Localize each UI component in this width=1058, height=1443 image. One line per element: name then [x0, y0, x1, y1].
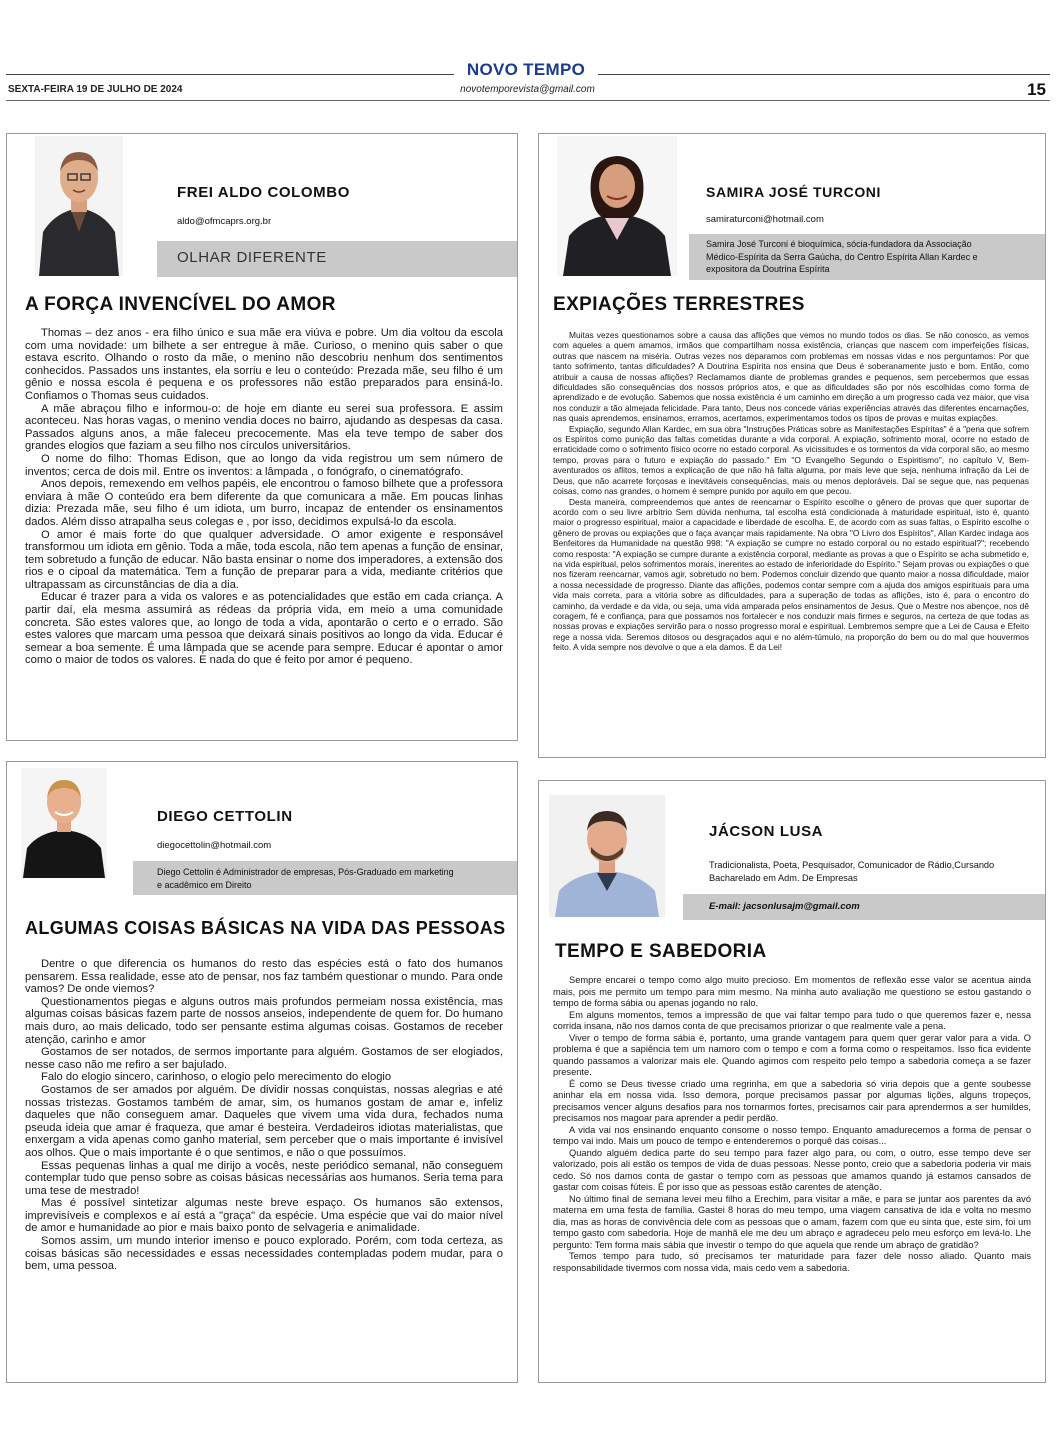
paragraph: O nome do filho: Thomas Edison, que ao longo da vida registrou um sem número de inventos; cerca de dois mil. Entre os inventos: a lâmpada , o fonógrafo, o cinematógrafo.	[25, 452, 503, 478]
author-photo-samira	[557, 136, 677, 276]
paragraph: Educar é trazer para a vida os valores e as potencialidades que estão em cada criança. A partir daí, ela mesma assumirá as rédeas da própria vida, em meio a uma comunidade concreta. São estes valores que, ao longo de toda a vida, apontarão o certo e o errado. São estes valores que marcam uma pessoa que deixará sinais positivos ao longo da vida. Educar é semear a boa semente. É uma lâmpada que se acende para sempre. Educar é apontar o amor como o maior de todos os valores. E nada do que é feito por amor é pequeno.	[25, 591, 503, 667]
newspaper-title: NOVO TEMPO	[466, 60, 586, 79]
paragraph: No último final de semana levei meu filho a Erechim, para visitar a mãe, e para se juntar aos parentes da avó materna em uma festa de família. Gastei 8 horas do meu tempo, uma viagem cansativa de ida e volta no mesmo dia, mas as horas de convivência dele com as pessoas que o amam, fazem com que eu sinta que, este sim, foi um tempo gasto com sabedoria. Hoje de manhã ele me deu um abraço e agradeceu pelo meu esforço em levá-lo. Lhe pergunto: Tem forma mais sábia que investir o tempo do que aquela que rende um abraço de gratidão?	[553, 1193, 1031, 1250]
paragraph: Em alguns momentos, temos a impressão de que vai faltar tempo para tudo o que queremos fazer e, nessa corrida insana, não nos damos conta de que precisamos priorizar o que realmente vale a pena.	[553, 1009, 1031, 1031]
paragraph: Questionamentos piegas e alguns outros mais profundos permeiam nossa existência, mas algumas coisas básicas fazem parte de nossos anseios, independente de quem for. Do humano mais duro, ao mais delicado, todo ser pensante estima algumas coisas. Gostamos de receber atenção, carinho e amor	[25, 995, 503, 1046]
paragraph: Dentre o que diferencia os humanos do resto das espécies está o fato dos humanos pensarem. Essa realidade, esse ato de pensar, nos faz também questionar o mundo. Para onde vamos? De onde viemos?	[25, 958, 503, 996]
paragraph: A vida vai nos ensinando enquanto consome o nosso tempo. Enquanto amadurecemos a forma de pensar o tempo vai indo. Mais um pouco de tempo e entenderemos o porquê das coisas...	[553, 1124, 1031, 1146]
author-bio: Tradicionalista, Poeta, Pesquisador, Comunicador de Rádio,Cursando Bacharelado em Adm. De Empresas	[709, 860, 995, 883]
issue-date: SEXTA-FEIRA 19 DE JULHO DE 2024	[8, 84, 183, 95]
author-photo-aldo	[35, 136, 123, 276]
paragraph: Muitas vezes questionamos sobre a causa das aflições que vemos no mundo todos os dias. Se não conosco, as vemos com aqueles a quem amamos, irmãos que compartilham nossa existência, crianças que nascem com imperfeições físicas, outras que nascem na miséria. Outras vezes nos deparamos com problemas em nossas vidas e nos perguntamos: Por que tanto sofrimento, tantas dificuldades? A Doutrina Espírita nos ensina que Deus é soberanamente justo e bom. Então, como atribuir a causa de nossas aflições? Reclamamos diante de problemas grandes e pequenos, sem percebermos que essas dificuldades são consequências dos nossos próprios atos, e que as dificuldades são por nós escolhidas como forma de aprendizado e de evolução. Sabemos que nossa existência é um caminho em direção a um progresso cada vez maior, que visa nos conduzir a tão almejada felicidade. Para tanto, Deus nos concede várias experiências através das diferentes encarnações, nas quais aprendemos, ensinamos, erramos, acertamos, experimentamos todos os tipos de provas e muitas expiações.	[553, 330, 1029, 424]
author-email: diegocettolin@hotmail.com	[157, 840, 272, 851]
newspaper-email: novotemporevista@gmail.com	[460, 84, 595, 95]
author-photo-jacson	[549, 795, 665, 917]
masthead	[0, 0, 1058, 110]
paragraph: Gostamos de ser notados, de sermos importante para alguém. Gostamos de ser elogiados, nesse caso não me refiro a ser bajulado.	[25, 1046, 503, 1071]
paragraph: Anos depois, remexendo em velhos papéis, ele encontrou o famoso bilhete que a professora enviara à mãe O conteúdo era bem diferente da que comunicara a mãe. Em poucas linhas dizia: Prezada mãe, seu filho é um idiota, um burro, incapaz de entender os ensinamentos dados. Além disso atrapalha seus colegas e , por isso, decidimos expulsá-lo da escola.	[25, 478, 503, 528]
article-body	[553, 975, 1031, 1274]
paragraph: Desta maneira, compreendemos que antes de reencarnar o Espírito escolhe o gênero de provas que quer suportar de acordo com o seu livre arbítrio Sem dúvida nenhuma, tal escolha está condicionada à maturidade espiritual, isto é, quanto maior o progresso espiritual, maior a capacidade e liberdade de escolha. E, de acordo com as suas faltas, o Espírito escolhe o gênero de provas ou expiações que o faça avançar mais rapidamente. Na obra "O Livro dos Espíritos", Allan Kardec indaga aos Benfeitores da Humanidade na questão 998: "A expiação se cumpre no estado corporal ou no estado espiritual?"; recebendo como resposta: "A expiação se cumpre durante a existência corporal, mediante as provas a que o Espírito se acha submetido e, na vida espiritual, pelos sofrimentos morais, inerentes ao estado de inferioridade do Espírito." Sejam provas ou expiações o que nos fizeram reencarnar, vamos agir, sobretudo no bem. Podemos concluir dizendo que quanto maior a nossa dificuldade, maior a nossa necessidade de progresso. Diante das aflições, podemos contar sempre com a ajuda dos amigos espirituais para uma vida mais correta, para a vitória sobre as dificuldades, para a superação de todas as aflições, isto é, para o encontro do caminho, da verdade e da vida, ou seja, uma vida amparada pelos ensinamentos de Jesus. Que o Mestre nos abençoe, nos dê coragem, fé e confiança, para que possamos nos fortalecer e nos conduzir mais firmes e seguros, na certeza de que todas as nossas provas e expiações servirão para o nosso progresso moral e espiritual. Lembremos sempre que a Lei de Causa e Efeito rege a nossa vida. Seremos ditosos ou desgraçados aqui e no além-túmulo, na proporção do bem ou do mal que houvermos feito. A vida sempre nos devolve o que a ela damos. É da Lei!	[553, 496, 1029, 653]
paragraph: Mas é possível sintetizar algumas neste breve espaço. Os humanos são extensos, imprevisíveis e complexos e aí está a "graça" da espécie. Uma espécie que vai do maior nível de amor e humanidade ao pior e mais baixo ponto de selvageria e animalidade.	[25, 1197, 503, 1235]
paragraph: Somos assim, um mundo interior imenso e pouco explorado. Porém, com toda certeza, as coisas básicas são necessidades e essas necessidades contempladas podem mudar, para o bem, uma pessoa.	[25, 1235, 503, 1273]
author-photo-diego	[21, 768, 107, 878]
paragraph: Expiação, segundo Allan Kardec, em sua obra "Instruções Práticas sobre as Manifestações Espíritas" é a "pena que sofrem os Espíritos como punição das faltas cometidas durante a vida corporal. A expiação, sofrimento moral, ocorre no estado de erraticidade como o sofrimento físico ocorre no estado corporal. As vicissitudes e os tormentos da vida corporal são, ao mesmo tempo, provas para o futuro e expiação do passado." Em "O Evangelho Segundo o Espiritismo", no capítulo V, Bem-aventurados os aflitos, temos a explicação de que não há falta alguma, por mais leve que seja, nenhuma infração da Lei de Deus, que não acarrete forçosas e inevitáveis consequências, mais ou menos deploráveis. Daí se segue que, nas pequenas coisas, como nas grandes, o homem é sempre punido por aquilo em que pecou.	[553, 423, 1029, 497]
page-number: 15	[1027, 80, 1046, 99]
article-body	[25, 958, 503, 1273]
paragraph: É como se Deus tivesse criado uma regrinha, em que a sabedoria só viria depois que a gente soubesse aninhar ela em nossa vida. Isso demora, porque precisamos passar por algumas lições, alguns tropeços, precisamos vencer alguns desafios para nos tornarmos fortes, precisamos cair para aprendermos a ser humildes, precisamos nos magoar para aprender a pedir perdão.	[553, 1078, 1031, 1123]
article-headline: A FORÇA INVENCÍVEL DO AMOR	[25, 294, 336, 315]
article-headline: TEMPO E SABEDORIA	[555, 941, 767, 962]
author-email: samiraturconi@hotmail.com	[706, 214, 824, 225]
section-label: OLHAR DIFERENTE	[177, 249, 327, 266]
article-headline: EXPIAÇÕES TERRESTRES	[553, 294, 805, 315]
paragraph: Quando alguém dedica parte do seu tempo para fazer algo para, ou com, o outro, esse tempo deve ser valorizado, pois ali estão os tempos de vida de duas pessoas. Nesse ponto, creio que a sabedoria poderia vir mais cedo. Só nos damos conta de gastar o tempo com as pessoas que amamos quando já estamos cansados de gastar com coisas fúteis. É por isso que as pessoas estão carentes de atenção.	[553, 1147, 1031, 1192]
article-headline: ALGUMAS COISAS BÁSICAS NA VIDA DAS PESSOAS	[25, 918, 506, 938]
article-body	[553, 330, 1029, 653]
paragraph: Viver o tempo de forma sábia é, portanto, uma grande vantagem para quem quer gerar valor para a vida. O problema é que a sapiência tem um namoro com o tempo e com a forma como o respeitamos. Isso fica evidente quando passamos a valorizar mais ele. Quando agimos com respeito pelo tempo a sabedoria começa a se fazer presente.	[553, 1032, 1031, 1077]
paragraph: O amor é mais forte do que qualquer adversidade. O amor exigente e responsável transformou um idiota em gênio. Toda a mãe, toda escola, não tem apenas a função de ensinar, tem sobretudo a função de educar. Não basta ensinar o nome dos imperadores, a extensão dos rios e o cipoal da matemática. Tem a função de preparar para a vida, mediante critérios que ultrapassam as circunstâncias de dia a dia.	[25, 528, 503, 591]
author-name: JÁCSON LUSA	[709, 823, 824, 840]
paragraph: Falo do elogio sincero, carinhoso, o elogio pelo merecimento do elogio	[41, 1071, 392, 1084]
author-email: E-mail: jacsonlusajm@gmail.com	[709, 901, 860, 912]
column-diego	[6, 761, 518, 1383]
paragraph: Thomas – dez anos - era filho único e sua mãe era viúva e pobre. Um dia voltou da escola com uma novidade: um bilhete a ser entregue à mãe. Curioso, o menino quis saber o que estava escrito. Olhando o rosto da mãe, o menino não descobriu nenhum dos sentimentos conhecidos. Passados uns instantes, ela sorriu e leu o conteúdo: Prezada mãe, seu filho é um gênio e nossa escola é pequena e os professores não estão preparados para ensiná-lo. Confiamos o Thomas seus cuidados.	[25, 327, 503, 402]
column-frei-aldo	[6, 133, 518, 741]
paragraph: Temos tempo para tudo, só precisamos ter maturidade para fazer dele nosso aliado. Quanto mais responsabilidade tivermos com nossa vida, mais cedo vem a sabedoria.	[553, 1251, 1031, 1273]
paragraph: A mãe abraçou filho e informou-o: de hoje em diante eu serei sua professora. E assim aconteceu. Nas horas vagas, o menino vendia doces no bairro, ajudando as despesas da casa. Passados alguns anos, a mãe faleceu precocemente. Mas ela teve tempo de saber dos grandes elogios que faziam a seu filho nos círculos universitários.	[25, 402, 503, 453]
author-email: aldo@ofmcaprs.org.br	[177, 216, 272, 227]
column-samira	[538, 133, 1046, 758]
paragraph: Essas pequenas linhas a qual me dirijo a vocês, neste periódico semanal, não conseguem contemplar tudo que penso sobre as coisas básicas necessárias aos humanos. Seria tema para uma tese de mestrado!	[25, 1159, 503, 1197]
author-bio: Samira José Turconi é bioquímica, sócia-fundadora da Associação Médico-Espírita da Serra Gaúcha, do Centro Espírita Allan Kardec e expositora da Doutrina Espírita	[706, 239, 978, 274]
author-name: FREI ALDO COLOMBO	[177, 184, 350, 201]
column-jacson	[538, 780, 1046, 1383]
author-name: DIEGO CETTOLIN	[157, 808, 293, 825]
author-bio: Diego Cettolin é Administrador de empresas, Pós-Graduado em marketing e acadêmico em Direito	[157, 867, 454, 890]
article-body	[25, 327, 503, 667]
masthead-rule-right	[598, 74, 1050, 75]
author-name: SAMIRA JOSÉ TURCONI	[706, 184, 882, 200]
paragraph: Sempre encarei o tempo como algo muito precioso. Em momentos de reflexão esse valor se acentua ainda mais, pois me permito um tempo para mim mesmo. Na minha auto avaliação me questiono se estou gastando o tempo de forma sábia ou apenas jogando no ralo.	[553, 975, 1031, 1008]
masthead-rule-left	[6, 74, 454, 75]
masthead-divider	[6, 100, 1050, 101]
paragraph: Gostamos de ser amados por alguém. De dividir nossas conquistas, nossas alegrias e até nossas tristezas. Gostamos também de amar, sim, os humanos gostam de amar e, infeliz daqueles que não conseguem amar. Daqueles que vivem uma vida dura, fechados numa pseuda ideia que amar é fraqueza, que amar é besteira. Verdadeiros idiotas materialistas, que enxergam a vida apenas como ganho material, sem perceber que o mais importante é invisível aos olhos. Que o mais importante é o que sentimos, e não o que possuímos.	[25, 1083, 503, 1159]
